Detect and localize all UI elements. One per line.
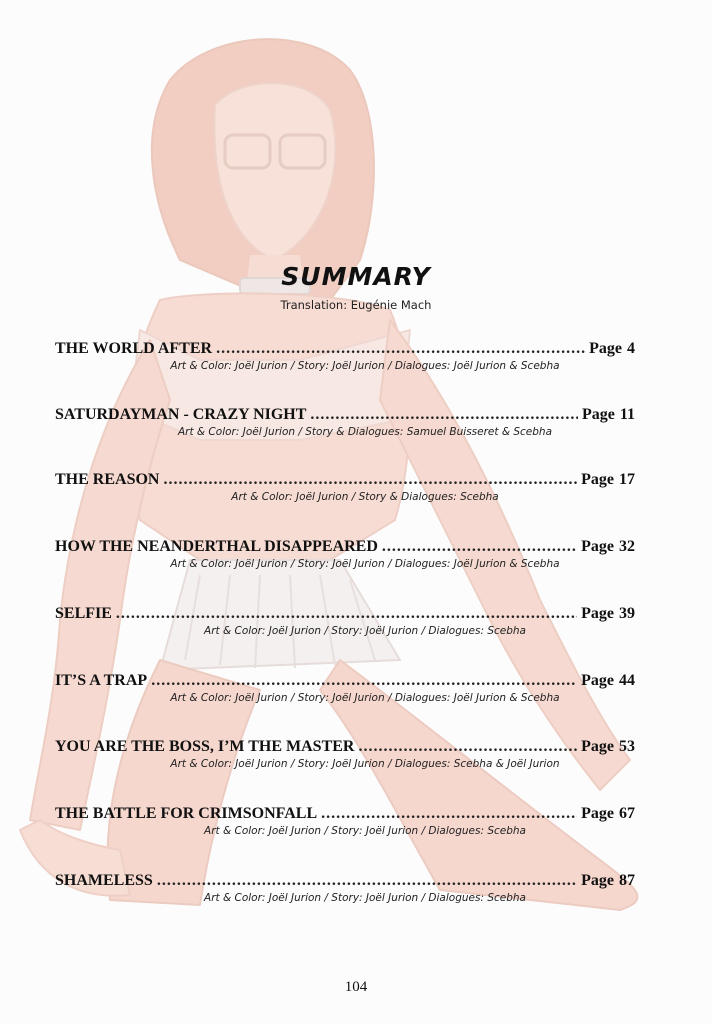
toc-entry-line [55,872,635,890]
toc-page-ref [581,471,635,489]
toc-entry [55,538,635,570]
page-label: Page [581,872,614,889]
toc-page-ref [581,738,635,756]
toc-entry-title: SELFIE [55,605,112,622]
page-title: SUMMARY [281,262,431,291]
toc-page-ref [581,605,635,623]
toc-entry-line [55,538,635,556]
page-value: 53 [619,738,635,755]
translation-credit: Translation: Eugénie Mach [280,298,432,312]
toc-entry-title: THE REASON [55,471,160,488]
toc-entry [55,340,635,372]
toc-entry-title: HOW THE NEANDERTHAL DISAPPEARED [55,538,378,555]
toc-entry-credits: Art & Color: Joël Jurion / Story & Dialogues: Scebha [231,491,499,503]
page-number: 104 [344,979,368,995]
toc-entry-line [55,738,635,756]
page-value: 17 [619,471,635,488]
page-value: 67 [619,805,635,822]
page-label: Page [589,340,622,357]
toc-entry-credits: Art & Color: Joël Jurion / Story & Dialogues: Samuel Buisseret & Scebha [177,426,553,438]
toc-entry-title: SHAMELESS [55,872,153,889]
toc-entry-credits: Art & Color: Joël Jurion / Story: Joël Jurion / Dialogues: Scebha [204,892,526,904]
toc-entry-title: THE BATTLE FOR CRIMSONFALL [55,805,318,822]
toc-entry-line [55,340,635,358]
page-value: 32 [619,538,635,555]
page-value: 44 [619,672,635,689]
toc-entry-credits: Art & Color: Joël Jurion / Story: Joël Jurion / Dialogues: Scebha [204,825,526,837]
page-label: Page [581,538,614,555]
page-label: Page [581,805,614,822]
page-label: Page [581,672,614,689]
toc-page-ref [581,805,635,823]
toc-entry-credits: Art & Color: Joël Jurion / Story: Joël Jurion / Dialogues: Joël Jurion & Scebha [170,558,560,570]
page-value: 4 [627,340,635,357]
page-label: Page [581,738,614,755]
toc-entry-credits: Art & Color: Joël Jurion / Story: Joël Jurion / Dialogues: Scebha [204,625,526,637]
toc-entry-line [55,471,635,489]
toc-entry [55,805,635,837]
toc-entry-title: YOU ARE THE BOSS, I’M THE MASTER [55,738,355,755]
toc-page-ref [582,406,635,424]
page-label: Page [581,605,614,622]
page-value: 11 [619,406,635,423]
toc-entry-title: IT’S A TRAP [55,672,148,689]
page-value: 87 [619,872,635,889]
leader-dots [321,805,577,823]
toc-entry [55,738,635,770]
toc-entry-credits: Art & Color: Joël Jurion / Story: Joël Jurion / Dialogues: Joël Jurion & Scebha [170,360,560,372]
toc-entry-credits: Art & Color: Joël Jurion / Story: Joël Jurion / Dialogues: Scebha & Joël Jurion [170,758,560,770]
leader-dots [216,340,585,358]
leader-dots [116,605,577,623]
page-value: 39 [619,605,635,622]
toc-page-ref [581,872,635,890]
toc-entry-line [55,805,635,823]
toc-entry [55,605,635,637]
page-label: Page [582,406,615,423]
leader-dots [151,672,577,690]
leader-dots [310,406,578,424]
leader-dots [157,872,577,890]
toc-entry [55,672,635,704]
leader-dots [163,471,577,489]
toc-entry [55,471,635,503]
toc-entry-credits: Art & Color: Joël Jurion / Story: Joël Jurion / Dialogues: Joël Jurion & Scebha [170,692,560,704]
toc-entry-title: SATURDAYMAN - CRAZY NIGHT [55,406,307,423]
toc-entry [55,406,635,438]
toc-entry-line [55,406,635,424]
leader-dots [382,538,577,556]
toc-entry-line [55,605,635,623]
toc-page-ref [581,538,635,556]
page-label: Page [581,471,614,488]
toc-page-ref [581,672,635,690]
toc-entry-title: THE WORLD AFTER [55,340,213,357]
toc-entry [55,872,635,904]
toc-entry-line [55,672,635,690]
leader-dots [358,738,577,756]
toc-page-ref [589,340,635,358]
